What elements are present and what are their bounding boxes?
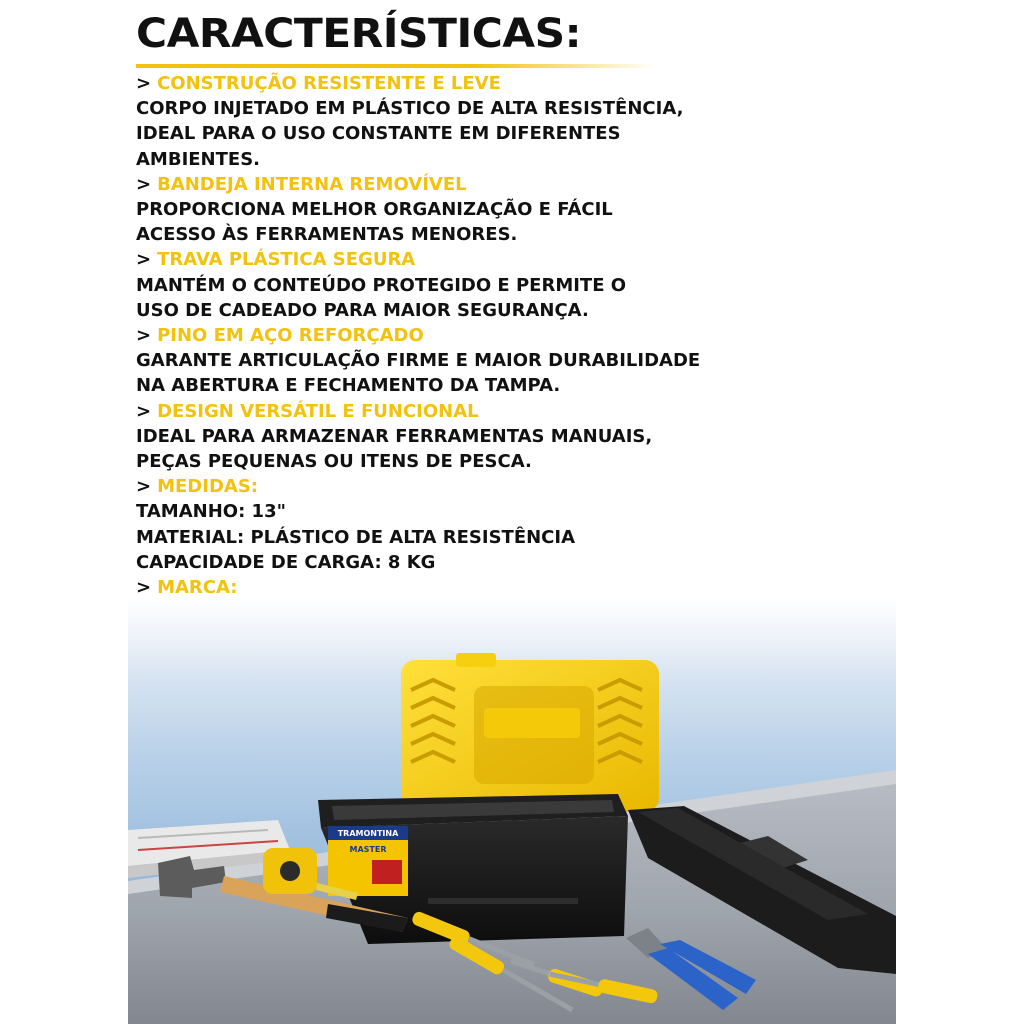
arrow-icon: > <box>136 400 152 422</box>
feature-text-line: CORPO INJETADO EM PLÁSTICO DE ALTA RESISTÊNCIA, <box>136 98 684 120</box>
page-title: CARACTERÍSTICAS: <box>136 11 582 57</box>
feature-text-line: MATERIAL: PLÁSTICO DE ALTA RESISTÊNCIA <box>136 526 576 548</box>
feature-text-line: CAPACIDADE DE CARGA: 8 KG <box>136 551 436 573</box>
feature-text-line: IDEAL PARA ARMAZENAR FERRAMENTAS MANUAIS, <box>136 425 653 447</box>
feature-text-line: PROPORCIONA MELHOR ORGANIZAÇÃO E FÁCIL <box>136 199 613 221</box>
feature-block <box>136 323 896 399</box>
feature-block <box>136 474 896 575</box>
feature-list <box>136 71 896 625</box>
feature-title-text: MEDIDAS: <box>157 476 258 498</box>
feature-text-line: USO DE CADEADO PARA MAIOR SEGURANÇA. <box>136 299 589 321</box>
toolbox-scene <box>128 598 896 1024</box>
product-photo <box>128 598 896 1024</box>
feature-title <box>136 172 896 197</box>
feature-title-text: BANDEJA INTERNA REMOVÍVEL <box>157 173 467 195</box>
feature-text-line: GARANTE ARTICULAÇÃO FIRME E MAIOR DURABILIDADE <box>136 350 701 372</box>
feature-text-line: NA ABERTURA E FECHAMENTO DA TAMPA. <box>136 375 561 397</box>
feature-title-text: CONSTRUÇÃO RESISTENTE E LEVE <box>157 73 501 94</box>
feature-title-text: TRAVA PLÁSTICA SEGURA <box>157 249 416 271</box>
box-label-model: MASTER <box>349 845 387 854</box>
arrow-icon: > <box>136 249 152 271</box>
arrow-icon: > <box>136 325 152 347</box>
arrow-icon: > <box>136 476 152 498</box>
feature-title <box>136 247 896 272</box>
feature-title <box>136 71 896 96</box>
feature-text-line: IDEAL PARA O USO CONSTANTE EM DIFERENTES <box>136 123 621 145</box>
heading-underline <box>136 64 656 68</box>
feature-title <box>136 399 896 424</box>
toolbox-lid <box>401 653 659 812</box>
feature-text-line: MANTÉM O CONTEÚDO PROTEGIDO E PERMITE O <box>136 274 627 296</box>
box-label-brand: TRAMONTINA <box>337 829 399 838</box>
feature-block <box>136 399 896 475</box>
feature-title-text: MARCA: <box>157 577 238 599</box>
feature-text-line: PEÇAS PEQUENAS OU ITENS DE PESCA. <box>136 451 532 473</box>
feature-block <box>136 71 896 172</box>
heading-block <box>136 8 656 68</box>
arrow-icon: > <box>136 73 152 94</box>
feature-title-text: PINO EM AÇO REFORÇADO <box>157 325 424 347</box>
feature-title <box>136 575 896 600</box>
feature-text-line: TAMANHO: 13" <box>136 501 286 523</box>
feature-title-text: DESIGN VERSÁTIL E FUNCIONAL <box>157 400 479 422</box>
feature-text-line: ACESSO ÀS FERRAMENTAS MENORES. <box>136 224 518 246</box>
arrow-icon: > <box>136 173 152 195</box>
feature-title <box>136 323 896 348</box>
feature-block <box>136 172 896 248</box>
arrow-icon: > <box>136 577 152 599</box>
feature-title <box>136 474 896 499</box>
feature-text-line: AMBIENTES. <box>136 148 260 170</box>
feature-block <box>136 247 896 323</box>
